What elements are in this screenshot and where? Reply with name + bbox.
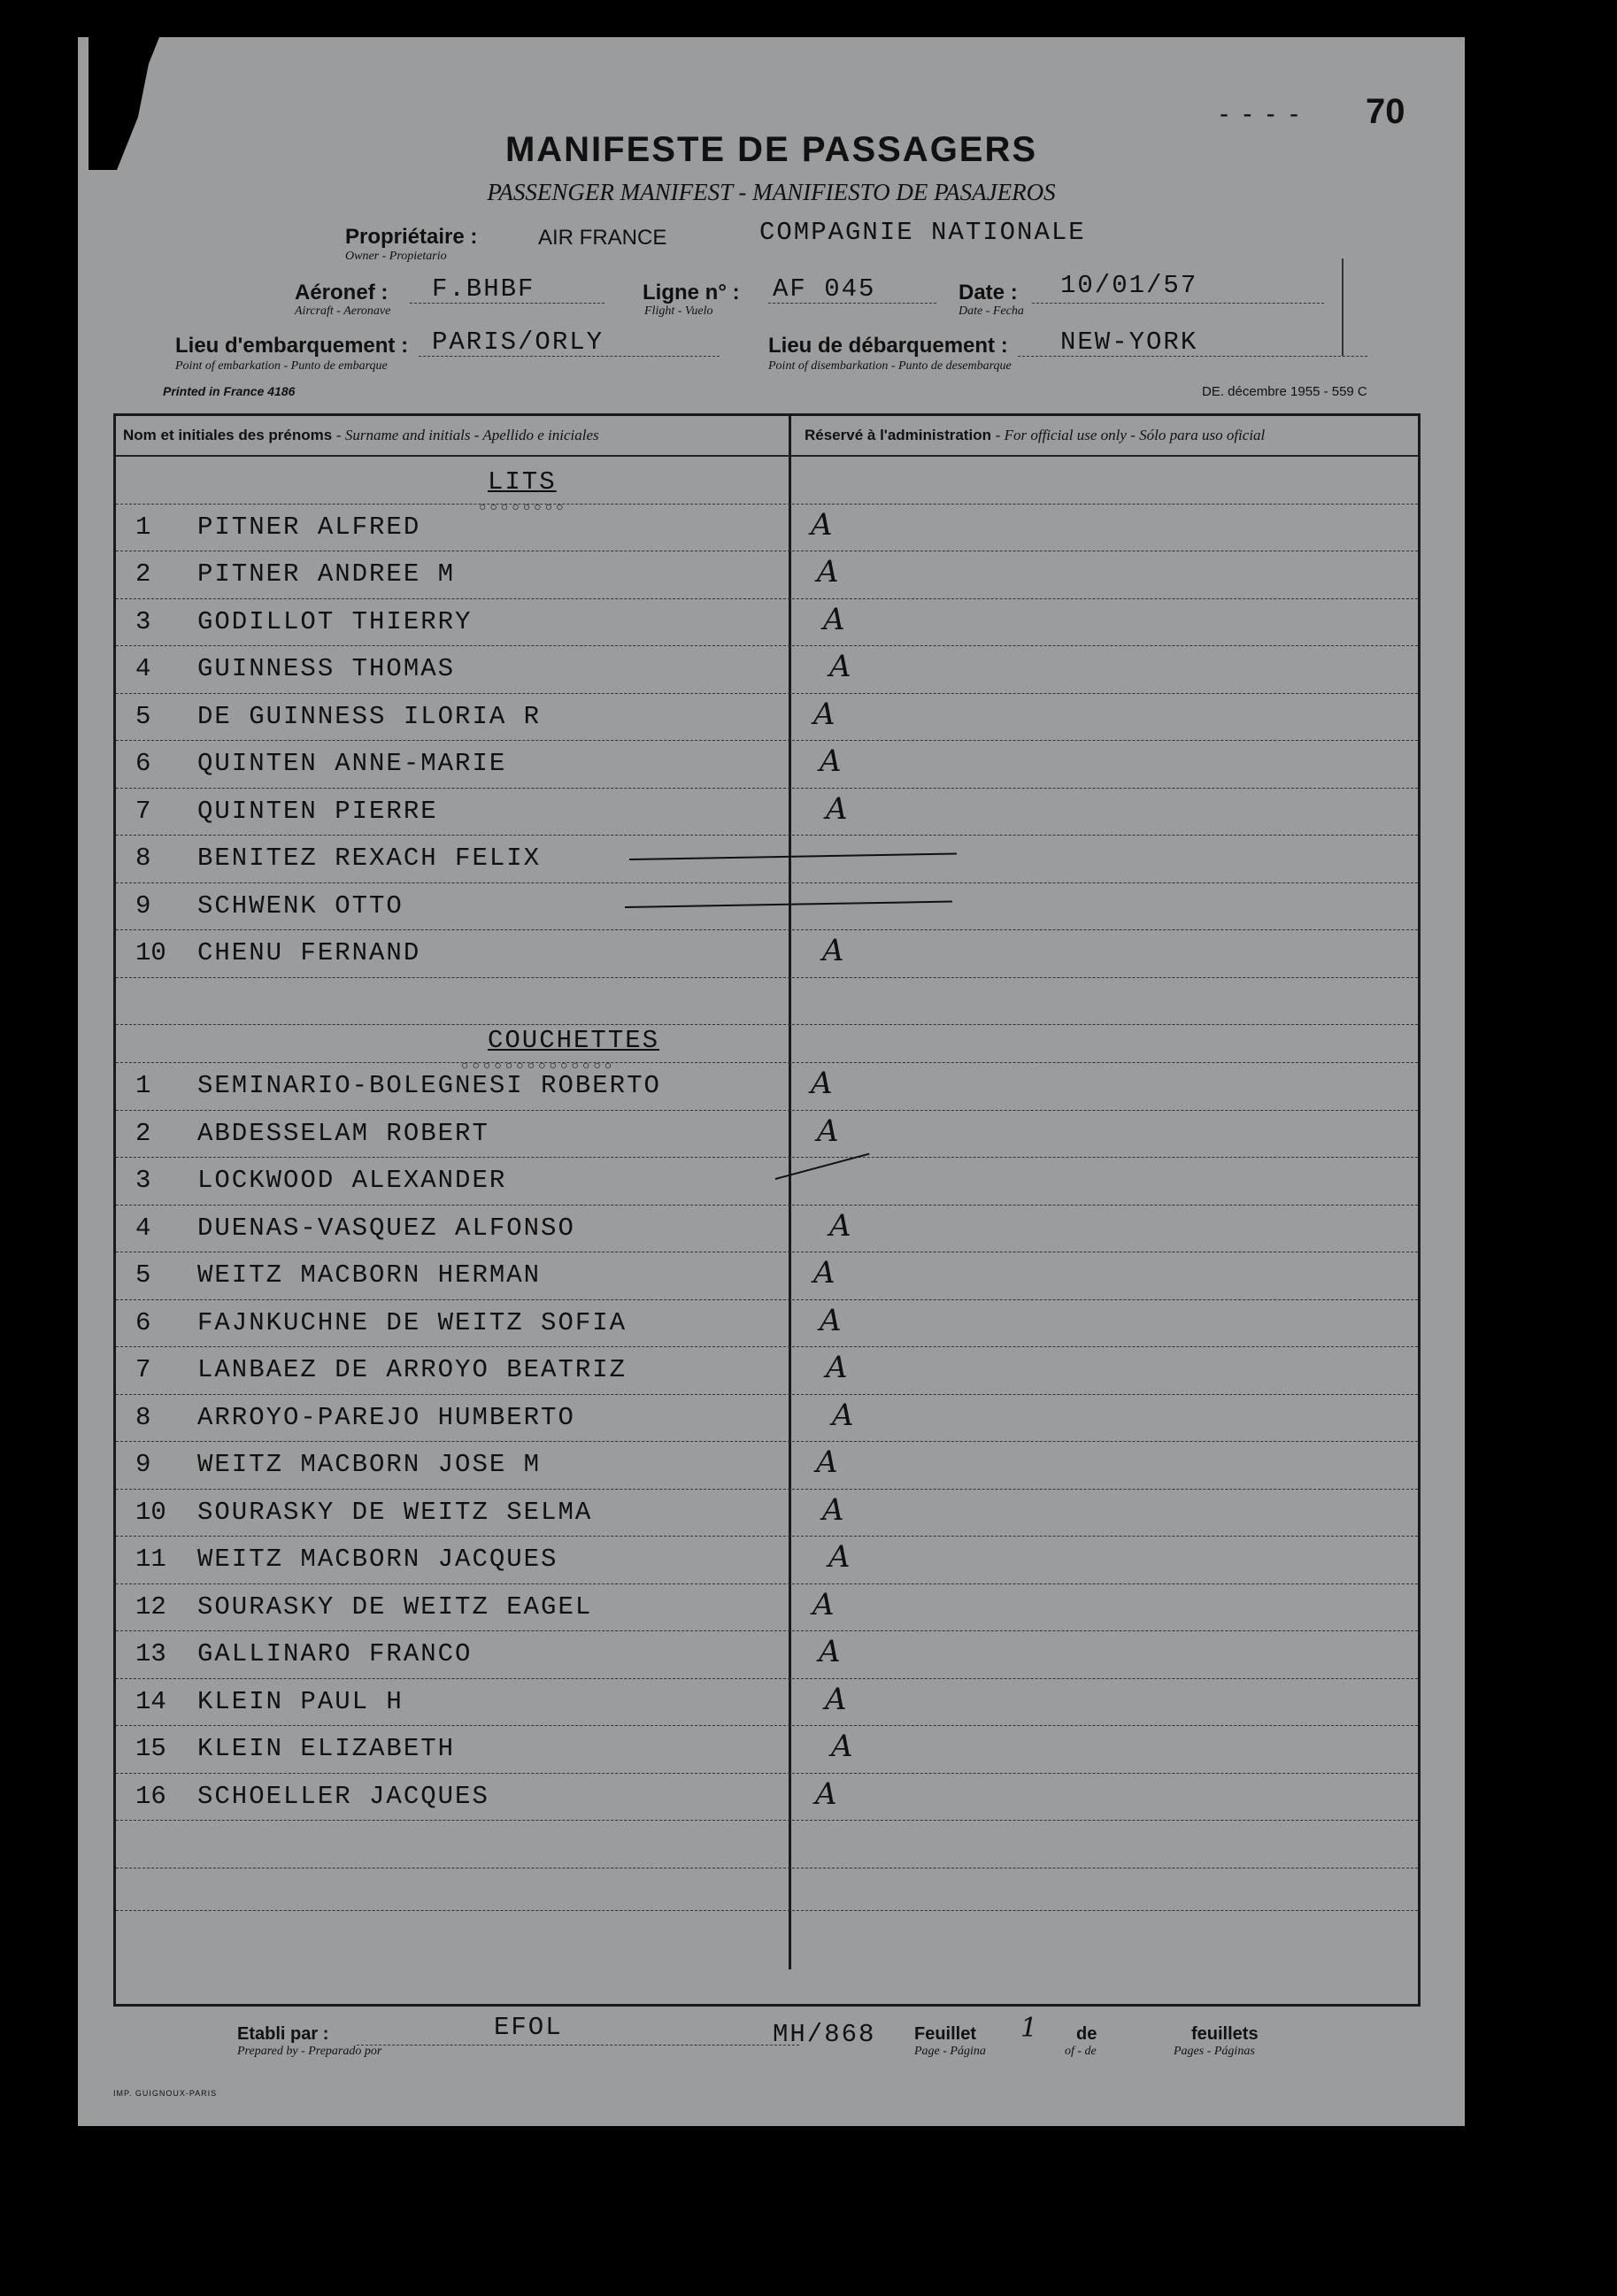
row-line: [116, 977, 1418, 978]
printed-note: Printed in France 4186: [163, 384, 296, 398]
couchettes-row-number: 11: [135, 1545, 166, 1575]
aircraft-sublabel: Aircraft - Aeronave: [295, 304, 391, 318]
col-names-header-sub: - Surname and initials - Apellido e iniciales: [335, 427, 599, 443]
couchettes-row-number: 3: [135, 1166, 151, 1196]
owner-sublabel: Owner - Propietario: [345, 250, 447, 263]
dash-mark: - - - -: [1220, 99, 1302, 128]
header-rule: [1342, 258, 1344, 356]
couchettes-passenger-name: SOURASKY DE WEITZ SELMA: [197, 1497, 593, 1527]
row-line: [116, 1630, 1418, 1631]
row-line: [116, 1773, 1418, 1774]
couchettes-admin-mark: A: [826, 1350, 848, 1386]
owner-printed-value: AIR FRANCE: [538, 226, 667, 250]
couchettes-row-number: 2: [135, 1118, 151, 1148]
row-line: [116, 1062, 1418, 1063]
row-line: [116, 504, 1418, 505]
row-line: [116, 693, 1418, 694]
row-line: [116, 929, 1418, 930]
disembark-value: NEW-YORK: [1060, 327, 1198, 357]
lits-row-number: 7: [135, 796, 151, 826]
row-line: [116, 1489, 1418, 1490]
row-line: [116, 882, 1418, 883]
col-admin-header: [805, 416, 1265, 455]
row-line: [116, 1205, 1418, 1206]
lits-passenger-name: QUINTEN PIERRE: [197, 796, 438, 826]
prepared-value: EFOL: [494, 2013, 563, 2042]
couchettes-passenger-name: SOURASKY DE WEITZ EAGEL: [197, 1591, 593, 1622]
manifest-subtitle: PASSENGER MANIFEST - MANIFIESTO DE PASAJEROS: [487, 179, 1056, 205]
row-line: [116, 598, 1418, 599]
owner-typed-value: COMPAGNIE NATIONALE: [759, 218, 1086, 247]
prepared-label: Etabli par :: [237, 2024, 329, 2044]
embark-label: Lieu d'embarquement :: [175, 334, 409, 358]
row-line: [116, 1678, 1418, 1679]
row-line: [116, 1299, 1418, 1300]
prepared-field: [357, 2015, 799, 2046]
row-line: [116, 1110, 1418, 1111]
row-line: [116, 1024, 1418, 1025]
row-line: [116, 1441, 1418, 1442]
couchettes-admin-mark: A: [817, 1113, 839, 1149]
lits-passenger-name: QUINTEN ANNE-MARIE: [197, 749, 507, 779]
flight-label: Ligne n° :: [643, 281, 740, 304]
row-line: [116, 1725, 1418, 1726]
embark-value: PARIS/ORLY: [432, 327, 604, 357]
couchettes-admin-mark: A: [811, 1066, 833, 1102]
couchettes-passenger-name: FAJNKUCHNE DE WEITZ SOFIA: [197, 1307, 628, 1337]
col-names-header: [123, 416, 599, 455]
lits-row-number: 3: [135, 606, 151, 636]
owner-label: Propriétaire :: [345, 225, 478, 249]
couchettes-section-dots: ○○○○○○○○○○○○○○: [461, 1058, 616, 1073]
sheet-number: 1: [1020, 2013, 1038, 2044]
date-sublabel: Date - Fecha: [959, 304, 1024, 318]
manifest-sheet: [78, 37, 1465, 2126]
lits-row-number: 8: [135, 844, 151, 874]
lits-passenger-name: CHENU FERNAND: [197, 938, 421, 968]
lits-admin-mark: A: [829, 649, 851, 685]
row-line: [116, 1346, 1418, 1347]
sheet-sublabel: Page - Página: [914, 2045, 986, 2058]
lits-admin-mark: A: [822, 933, 844, 969]
row-line: [116, 1910, 1418, 1911]
lits-row-number: 1: [135, 512, 151, 542]
couchettes-row-number: 14: [135, 1686, 166, 1716]
lits-passenger-name: SCHWENK OTTO: [197, 890, 404, 921]
couchettes-passenger-name: LOCKWOOD ALEXANDER: [197, 1166, 507, 1196]
row-line: [116, 1536, 1418, 1537]
imprint: IMP. GUIGNOUX-PARIS: [113, 2089, 218, 2098]
sheets-sublabel: Pages - Páginas: [1174, 2045, 1255, 2058]
of-sublabel: of - de: [1065, 2045, 1097, 2058]
lits-row-number: 4: [135, 654, 151, 684]
lits-section-title: LITS: [488, 467, 557, 497]
lits-admin-mark: A: [820, 744, 842, 780]
aircraft-value: F.BHBF: [432, 274, 535, 304]
of-label: de: [1076, 2024, 1097, 2044]
couchettes-passenger-name: KLEIN PAUL H: [197, 1686, 404, 1716]
couchettes-passenger-name: LANBAEZ DE ARROYO BEATRIZ: [197, 1355, 628, 1385]
date-value: 10/01/57: [1060, 271, 1198, 300]
couchettes-admin-mark: A: [819, 1634, 841, 1670]
lits-passenger-name: PITNER ALFRED: [197, 512, 421, 542]
couchettes-row-number: 15: [135, 1734, 166, 1764]
couchettes-row-number: 10: [135, 1497, 166, 1527]
couchettes-admin-mark: A: [815, 1776, 837, 1812]
lits-passenger-name: BENITEZ REXACH FELIX: [197, 844, 542, 874]
lits-admin-mark: A: [813, 696, 835, 732]
passenger-table: [113, 413, 1421, 2007]
couchettes-row-number: 1: [135, 1071, 151, 1101]
lits-row-number: 2: [135, 559, 151, 589]
couchettes-row-number: 12: [135, 1591, 166, 1622]
couchettes-admin-mark: A: [829, 1207, 851, 1244]
flight-value: AF 045: [773, 274, 876, 304]
lits-row-number: 9: [135, 890, 151, 921]
couchettes-row-number: 5: [135, 1260, 151, 1291]
couchettes-row-number: 9: [135, 1450, 151, 1480]
row-line: [116, 645, 1418, 646]
couchettes-section-title: COUCHETTES: [488, 1026, 660, 1056]
couchettes-passenger-name: WEITZ MACBORN JOSE M: [197, 1450, 542, 1480]
prepared-sublabel: Prepared by - Preparado por: [237, 2045, 382, 2058]
disembark-label: Lieu de débarquement :: [768, 334, 1008, 358]
row-line: [116, 740, 1418, 741]
aircraft-label: Aéronef :: [295, 281, 389, 304]
couchettes-passenger-name: DUENAS-VASQUEZ ALFONSO: [197, 1213, 575, 1243]
column-divider: [789, 416, 791, 1969]
flight-sublabel: Flight - Vuelo: [644, 304, 713, 318]
lits-row-number: 5: [135, 701, 151, 731]
row-line: [116, 1583, 1418, 1584]
couchettes-admin-mark: A: [816, 1445, 838, 1481]
lits-row-number: 10: [135, 938, 166, 968]
lits-passenger-name: GUINNESS THOMAS: [197, 654, 456, 684]
lits-admin-mark: A: [826, 790, 848, 827]
reference-value: MH/868: [773, 2020, 876, 2049]
date-label: Date :: [959, 281, 1018, 304]
couchettes-row-number: 4: [135, 1213, 151, 1243]
row-line: [116, 835, 1418, 836]
row-line: [116, 1394, 1418, 1395]
couchettes-passenger-name: KLEIN ELIZABETH: [197, 1734, 456, 1764]
couchettes-passenger-name: ABDESSELAM ROBERT: [197, 1118, 489, 1148]
lits-passenger-name: DE GUINNESS ILORIA R: [197, 701, 542, 731]
page-number: 70: [1366, 92, 1405, 131]
lits-admin-mark: A: [811, 506, 833, 543]
form-code: DE. décembre 1955 - 559 C: [1202, 384, 1367, 399]
couchettes-row-number: 8: [135, 1402, 151, 1432]
col-names-header-main: Nom et initiales des prénoms: [123, 427, 333, 443]
sheets-label: feuillets: [1191, 2024, 1259, 2044]
header-rule-line: [116, 455, 1418, 457]
couchettes-admin-mark: A: [813, 1255, 835, 1291]
row-line: [116, 1820, 1418, 1821]
couchettes-passenger-name: GALLINARO FRANCO: [197, 1639, 473, 1669]
couchettes-admin-mark: A: [828, 1539, 851, 1576]
strike-through-line: [629, 853, 957, 860]
lits-passenger-name: GODILLOT THIERRY: [197, 606, 473, 636]
couchettes-row-number: 13: [135, 1639, 166, 1669]
couchettes-passenger-name: WEITZ MACBORN JACQUES: [197, 1545, 558, 1575]
lits-passenger-name: PITNER ANDREE M: [197, 559, 456, 589]
couchettes-passenger-name: WEITZ MACBORN HERMAN: [197, 1260, 542, 1291]
couchettes-admin-mark: A: [832, 1397, 854, 1433]
disembark-sublabel: Point of disembarkation - Punto de desembarque: [768, 359, 1012, 373]
couchettes-passenger-name: SEMINARIO-BOLEGNESI ROBERTO: [197, 1071, 661, 1101]
col-admin-header-main: Réservé à l'administration: [805, 427, 991, 443]
couchettes-admin-mark: A: [822, 1491, 844, 1528]
sheet-label: Feuillet: [914, 2024, 977, 2044]
couchettes-admin-mark: A: [825, 1681, 847, 1717]
couchettes-admin-mark: A: [831, 1729, 853, 1765]
couchettes-row-number: 7: [135, 1355, 151, 1385]
lits-admin-mark: A: [823, 601, 845, 637]
couchettes-passenger-name: ARROYO-PAREJO HUMBERTO: [197, 1402, 575, 1432]
manifest-title: MANIFESTE DE PASSAGERS: [504, 130, 1038, 169]
couchettes-admin-mark: A: [812, 1586, 835, 1622]
row-line: [116, 1157, 1418, 1158]
couchettes-admin-mark: A: [820, 1302, 842, 1338]
couchettes-row-number: 16: [135, 1781, 166, 1811]
lits-row-number: 6: [135, 749, 151, 779]
col-admin-header-sub: - For official use only - Sólo para uso oficial: [995, 427, 1266, 443]
lits-admin-mark: A: [817, 554, 839, 590]
row-line: [116, 788, 1418, 789]
couchettes-passenger-name: SCHOELLER JACQUES: [197, 1781, 489, 1811]
lits-section-dots: ○○○○○○○○: [479, 499, 567, 513]
couchettes-row-number: 6: [135, 1307, 151, 1337]
embark-sublabel: Point of embarkation - Punto de embarque: [175, 359, 388, 373]
